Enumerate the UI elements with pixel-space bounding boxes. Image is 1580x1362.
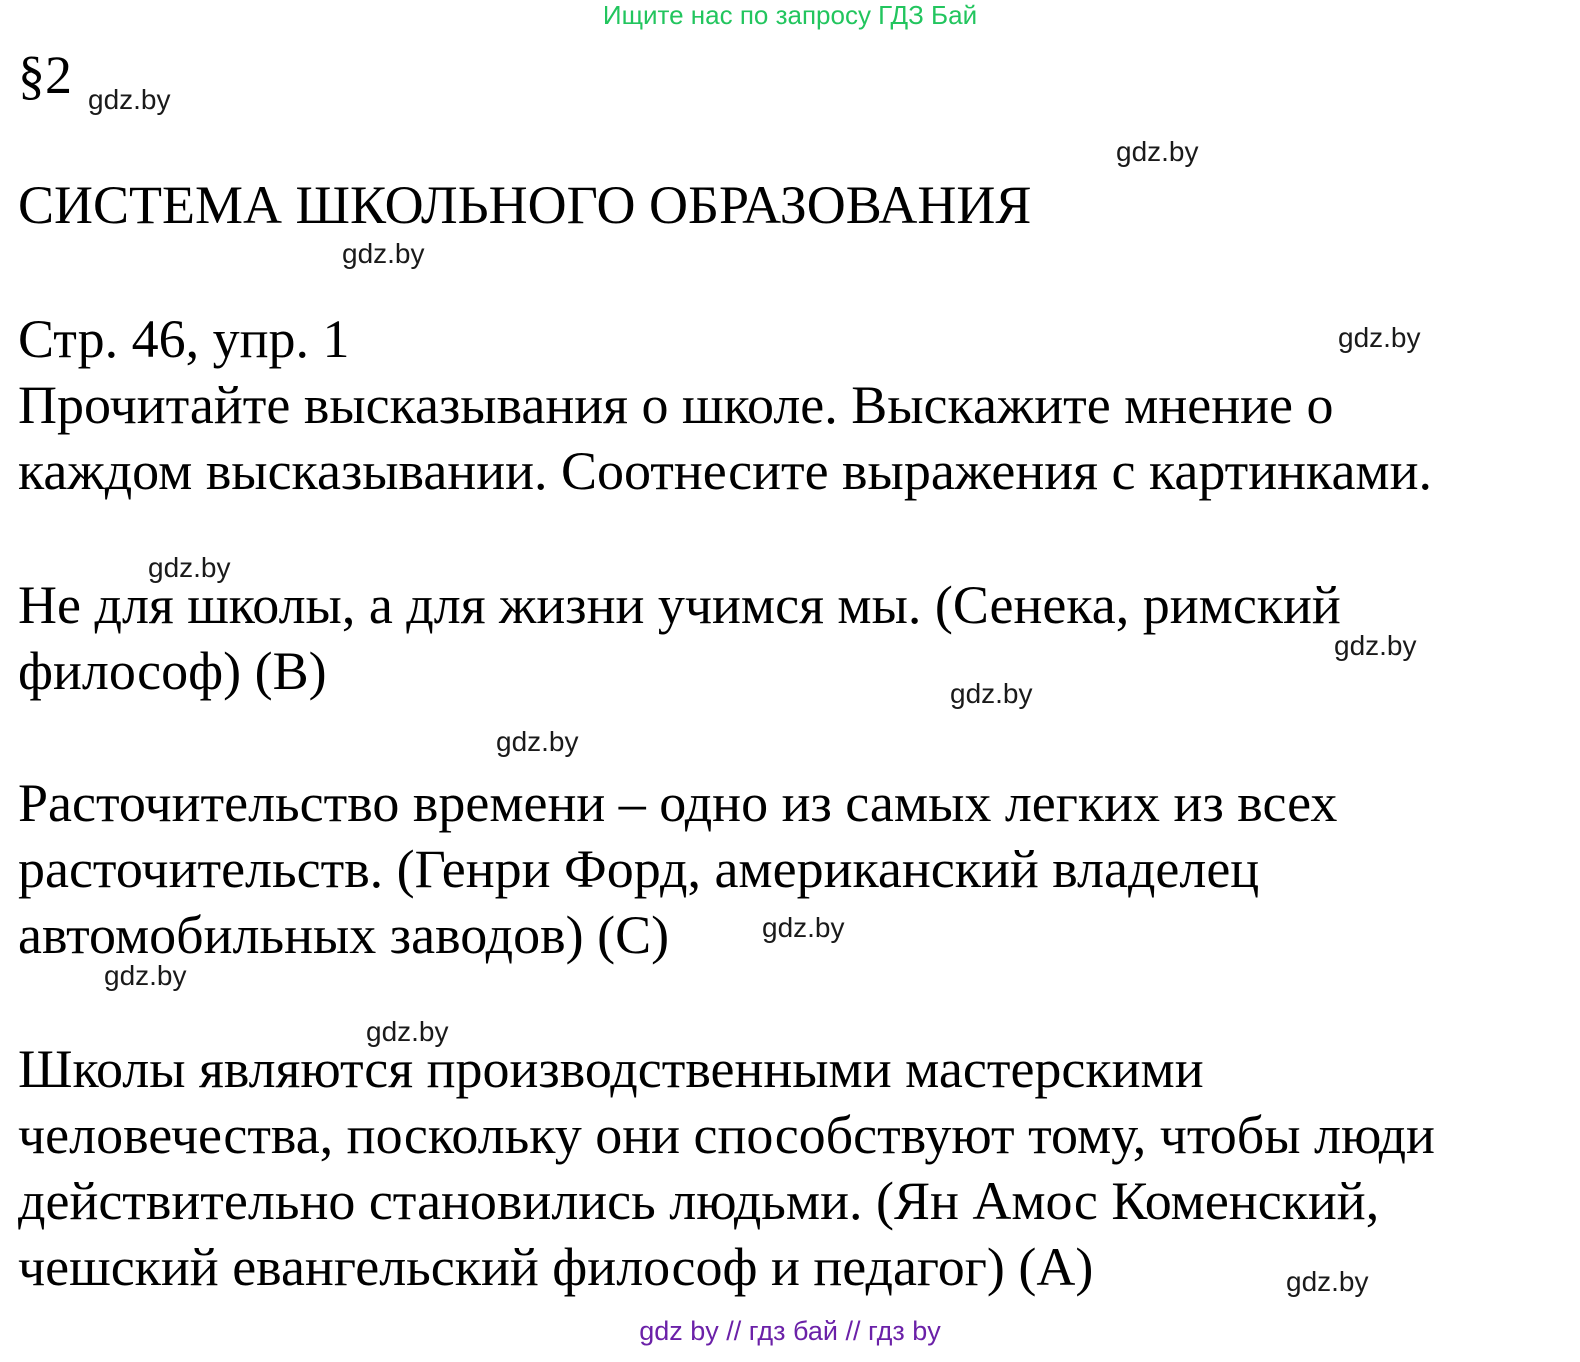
quote-2 — [18, 770, 1337, 968]
bottom-banner: gdz by // гдз бай // гдз by — [639, 1316, 941, 1346]
task-line: Прочитайте высказывания о школе. Выскажите мнение о — [18, 375, 1334, 435]
watermark: gdz.by — [342, 238, 425, 269]
quote-line: Школы являются производственными мастерскими — [18, 1039, 1204, 1099]
watermark: gdz.by — [104, 960, 187, 991]
quote-line: философ) (B) — [18, 641, 327, 701]
exercise-ref: Стр. 46, упр. 1 — [18, 309, 350, 369]
watermark: gdz.by — [366, 1016, 449, 1047]
quote-line: автомобильных заводов) (С) — [18, 905, 670, 965]
watermark: gdz.by — [1116, 136, 1199, 167]
watermark: gdz.by — [148, 552, 231, 583]
quote-line: человечества, поскольку они способствуют тому, чтобы люди — [18, 1105, 1435, 1165]
watermark: gdz.by — [496, 726, 579, 757]
quote-line: Расточительство времени – одно из самых легких из всех — [18, 773, 1338, 833]
watermark: gdz.by — [1286, 1266, 1369, 1297]
task-text — [18, 372, 1432, 504]
watermark: gdz.by — [1334, 630, 1417, 661]
watermark: gdz.by — [950, 678, 1033, 709]
quote-line: Не для школы, а для жизни учимся мы. (Сенека, римский — [18, 575, 1341, 635]
quote-1 — [18, 572, 1341, 704]
task-line: каждом высказывании. Соотнесите выражения с картинками. — [18, 441, 1432, 501]
section-number: §2 — [18, 45, 72, 105]
quote-3 — [18, 1036, 1435, 1300]
quote-line: действительно становились людьми. (Ян Амос Коменский, — [18, 1171, 1380, 1231]
watermark: gdz.by — [762, 912, 845, 943]
section-title: СИСТЕМА ШКОЛЬНОГО ОБРАЗОВАНИЯ — [18, 175, 1032, 235]
watermark: gdz.by — [88, 84, 171, 115]
quote-line: расточительств. (Генри Форд, американский владелец — [18, 839, 1260, 899]
top-banner: Ищите нас по запросу ГДЗ Бай — [602, 0, 978, 30]
watermark: gdz.by — [1338, 322, 1421, 353]
quote-line: чешский евангельский философ и педагог) (A) — [18, 1237, 1094, 1297]
